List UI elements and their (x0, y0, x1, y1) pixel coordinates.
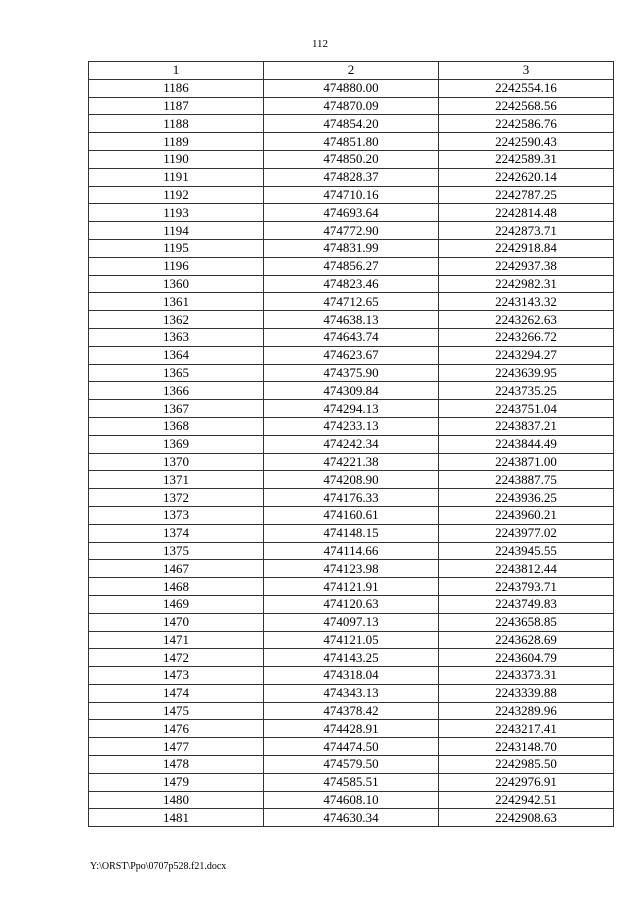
x-coordinate-cell: 474828.37 (264, 168, 439, 186)
point-number-cell: 1194 (89, 222, 264, 240)
y-coordinate-cell: 2243977.02 (439, 524, 614, 542)
table-row (89, 346, 614, 364)
point-number-cell: 1369 (89, 435, 264, 453)
x-coordinate-cell: 474712.65 (264, 293, 439, 311)
table-row (89, 560, 614, 578)
y-coordinate-cell: 2242982.31 (439, 275, 614, 293)
x-coordinate-cell: 474851.80 (264, 133, 439, 151)
y-coordinate-cell: 2243339.88 (439, 684, 614, 702)
y-coordinate-cell: 2243148.70 (439, 738, 614, 756)
table-row (89, 542, 614, 560)
y-coordinate-cell: 2243844.49 (439, 435, 614, 453)
point-number-cell: 1192 (89, 186, 264, 204)
y-coordinate-cell: 2242554.16 (439, 79, 614, 97)
point-number-cell: 1188 (89, 115, 264, 133)
table-row (89, 311, 614, 329)
y-coordinate-cell: 2243143.32 (439, 293, 614, 311)
x-coordinate-cell: 474148.15 (264, 524, 439, 542)
y-coordinate-cell: 2242620.14 (439, 168, 614, 186)
x-coordinate-cell: 474608.10 (264, 791, 439, 809)
y-coordinate-cell: 2242937.38 (439, 257, 614, 275)
x-coordinate-cell: 474378.42 (264, 702, 439, 720)
table-row (89, 222, 614, 240)
table-row (89, 791, 614, 809)
point-number-cell: 1364 (89, 346, 264, 364)
x-coordinate-cell: 474579.50 (264, 756, 439, 774)
y-coordinate-cell: 2243812.44 (439, 560, 614, 578)
coordinates-table (88, 61, 614, 827)
point-number-cell: 1372 (89, 489, 264, 507)
x-coordinate-cell: 474294.13 (264, 400, 439, 418)
point-number-cell: 1477 (89, 738, 264, 756)
point-number-cell: 1375 (89, 542, 264, 560)
table-row (89, 400, 614, 418)
point-number-cell: 1472 (89, 649, 264, 667)
table-row (89, 382, 614, 400)
table-row (89, 631, 614, 649)
table-row (89, 328, 614, 346)
table-row (89, 239, 614, 257)
table-row (89, 702, 614, 720)
point-number-cell: 1370 (89, 453, 264, 471)
table-row (89, 275, 614, 293)
point-number-cell: 1470 (89, 613, 264, 631)
point-number-cell: 1479 (89, 773, 264, 791)
point-number-cell: 1368 (89, 417, 264, 435)
table-row (89, 506, 614, 524)
x-coordinate-cell: 474318.04 (264, 667, 439, 685)
x-coordinate-cell: 474856.27 (264, 257, 439, 275)
point-number-cell: 1361 (89, 293, 264, 311)
point-number-cell: 1360 (89, 275, 264, 293)
y-coordinate-cell: 2243871.00 (439, 453, 614, 471)
table-row (89, 79, 614, 97)
point-number-cell: 1374 (89, 524, 264, 542)
table-row (89, 489, 614, 507)
y-coordinate-cell: 2243960.21 (439, 506, 614, 524)
point-number-cell: 1190 (89, 150, 264, 168)
x-coordinate-cell: 474121.91 (264, 578, 439, 596)
y-coordinate-cell: 2243294.27 (439, 346, 614, 364)
y-coordinate-cell: 2243217.41 (439, 720, 614, 738)
point-number-cell: 1480 (89, 791, 264, 809)
table-row (89, 595, 614, 613)
y-coordinate-cell: 2243735.25 (439, 382, 614, 400)
y-coordinate-cell: 2243936.25 (439, 489, 614, 507)
x-coordinate-cell: 474221.38 (264, 453, 439, 471)
table-row (89, 667, 614, 685)
table-row (89, 435, 614, 453)
table-row (89, 720, 614, 738)
y-coordinate-cell: 2242985.50 (439, 756, 614, 774)
point-number-cell: 1193 (89, 204, 264, 222)
y-coordinate-cell: 2242787.25 (439, 186, 614, 204)
x-coordinate-cell: 474121.05 (264, 631, 439, 649)
x-coordinate-cell: 474242.34 (264, 435, 439, 453)
y-coordinate-cell: 2243793.71 (439, 578, 614, 596)
table-row (89, 364, 614, 382)
x-coordinate-cell: 474120.63 (264, 595, 439, 613)
y-coordinate-cell: 2243639.95 (439, 364, 614, 382)
x-coordinate-cell: 474428.91 (264, 720, 439, 738)
point-number-cell: 1365 (89, 364, 264, 382)
y-coordinate-cell: 2242976.91 (439, 773, 614, 791)
y-coordinate-cell: 2243837.21 (439, 417, 614, 435)
column-header-1: 1 (89, 62, 264, 80)
x-coordinate-cell: 474097.13 (264, 613, 439, 631)
table-row (89, 417, 614, 435)
y-coordinate-cell: 2243751.04 (439, 400, 614, 418)
point-number-cell: 1469 (89, 595, 264, 613)
point-number-cell: 1366 (89, 382, 264, 400)
table-row (89, 809, 614, 827)
x-coordinate-cell: 474850.20 (264, 150, 439, 168)
table-row (89, 471, 614, 489)
y-coordinate-cell: 2243887.75 (439, 471, 614, 489)
x-coordinate-cell: 474623.67 (264, 346, 439, 364)
table-row (89, 115, 614, 133)
x-coordinate-cell: 474343.13 (264, 684, 439, 702)
table-row (89, 97, 614, 115)
y-coordinate-cell: 2242873.71 (439, 222, 614, 240)
point-number-cell: 1467 (89, 560, 264, 578)
x-coordinate-cell: 474309.84 (264, 382, 439, 400)
x-coordinate-cell: 474176.33 (264, 489, 439, 507)
y-coordinate-cell: 2242814.48 (439, 204, 614, 222)
table-row (89, 524, 614, 542)
y-coordinate-cell: 2242589.31 (439, 150, 614, 168)
x-coordinate-cell: 474123.98 (264, 560, 439, 578)
table-row (89, 453, 614, 471)
point-number-cell: 1373 (89, 506, 264, 524)
table-row (89, 738, 614, 756)
x-coordinate-cell: 474854.20 (264, 115, 439, 133)
y-coordinate-cell: 2242918.84 (439, 239, 614, 257)
point-number-cell: 1471 (89, 631, 264, 649)
x-coordinate-cell: 474208.90 (264, 471, 439, 489)
point-number-cell: 1475 (89, 702, 264, 720)
y-coordinate-cell: 2242942.51 (439, 791, 614, 809)
point-number-cell: 1371 (89, 471, 264, 489)
point-number-cell: 1481 (89, 809, 264, 827)
table-row (89, 649, 614, 667)
point-number-cell: 1186 (89, 79, 264, 97)
y-coordinate-cell: 2243373.31 (439, 667, 614, 685)
y-coordinate-cell: 2242590.43 (439, 133, 614, 151)
table-body (89, 79, 614, 826)
x-coordinate-cell: 474143.25 (264, 649, 439, 667)
x-coordinate-cell: 474643.74 (264, 328, 439, 346)
y-coordinate-cell: 2242568.56 (439, 97, 614, 115)
x-coordinate-cell: 474772.90 (264, 222, 439, 240)
point-number-cell: 1189 (89, 133, 264, 151)
table-row (89, 257, 614, 275)
table-row (89, 133, 614, 151)
column-header-2: 2 (264, 62, 439, 80)
column-header-3: 3 (439, 62, 614, 80)
y-coordinate-cell: 2242908.63 (439, 809, 614, 827)
table-row (89, 578, 614, 596)
point-number-cell: 1362 (89, 311, 264, 329)
y-coordinate-cell: 2243262.63 (439, 311, 614, 329)
x-coordinate-cell: 474710.16 (264, 186, 439, 204)
point-number-cell: 1196 (89, 257, 264, 275)
table-row (89, 204, 614, 222)
y-coordinate-cell: 2243628.69 (439, 631, 614, 649)
point-number-cell: 1468 (89, 578, 264, 596)
x-coordinate-cell: 474880.00 (264, 79, 439, 97)
x-coordinate-cell: 474114.66 (264, 542, 439, 560)
y-coordinate-cell: 2243658.85 (439, 613, 614, 631)
y-coordinate-cell: 2243945.55 (439, 542, 614, 560)
x-coordinate-cell: 474160.61 (264, 506, 439, 524)
y-coordinate-cell: 2243604.79 (439, 649, 614, 667)
table-row (89, 150, 614, 168)
table-row (89, 186, 614, 204)
point-number-cell: 1187 (89, 97, 264, 115)
table-header-row (89, 62, 614, 80)
table-row (89, 613, 614, 631)
point-number-cell: 1474 (89, 684, 264, 702)
table-row (89, 168, 614, 186)
point-number-cell: 1478 (89, 756, 264, 774)
x-coordinate-cell: 474585.51 (264, 773, 439, 791)
x-coordinate-cell: 474831.99 (264, 239, 439, 257)
point-number-cell: 1363 (89, 328, 264, 346)
y-coordinate-cell: 2243266.72 (439, 328, 614, 346)
table-row (89, 293, 614, 311)
point-number-cell: 1191 (89, 168, 264, 186)
x-coordinate-cell: 474870.09 (264, 97, 439, 115)
y-coordinate-cell: 2242586.76 (439, 115, 614, 133)
x-coordinate-cell: 474823.46 (264, 275, 439, 293)
x-coordinate-cell: 474375.90 (264, 364, 439, 382)
point-number-cell: 1476 (89, 720, 264, 738)
x-coordinate-cell: 474693.64 (264, 204, 439, 222)
x-coordinate-cell: 474233.13 (264, 417, 439, 435)
x-coordinate-cell: 474474.50 (264, 738, 439, 756)
footer-file-path: Y:\ORST\Ppo\0707p528.f21.docx (90, 861, 227, 872)
table-row (89, 684, 614, 702)
point-number-cell: 1367 (89, 400, 264, 418)
table-row (89, 773, 614, 791)
x-coordinate-cell: 474638.13 (264, 311, 439, 329)
point-number-cell: 1473 (89, 667, 264, 685)
y-coordinate-cell: 2243749.83 (439, 595, 614, 613)
x-coordinate-cell: 474630.34 (264, 809, 439, 827)
y-coordinate-cell: 2243289.96 (439, 702, 614, 720)
page-number: 112 (311, 38, 329, 50)
point-number-cell: 1195 (89, 239, 264, 257)
table-row (89, 756, 614, 774)
